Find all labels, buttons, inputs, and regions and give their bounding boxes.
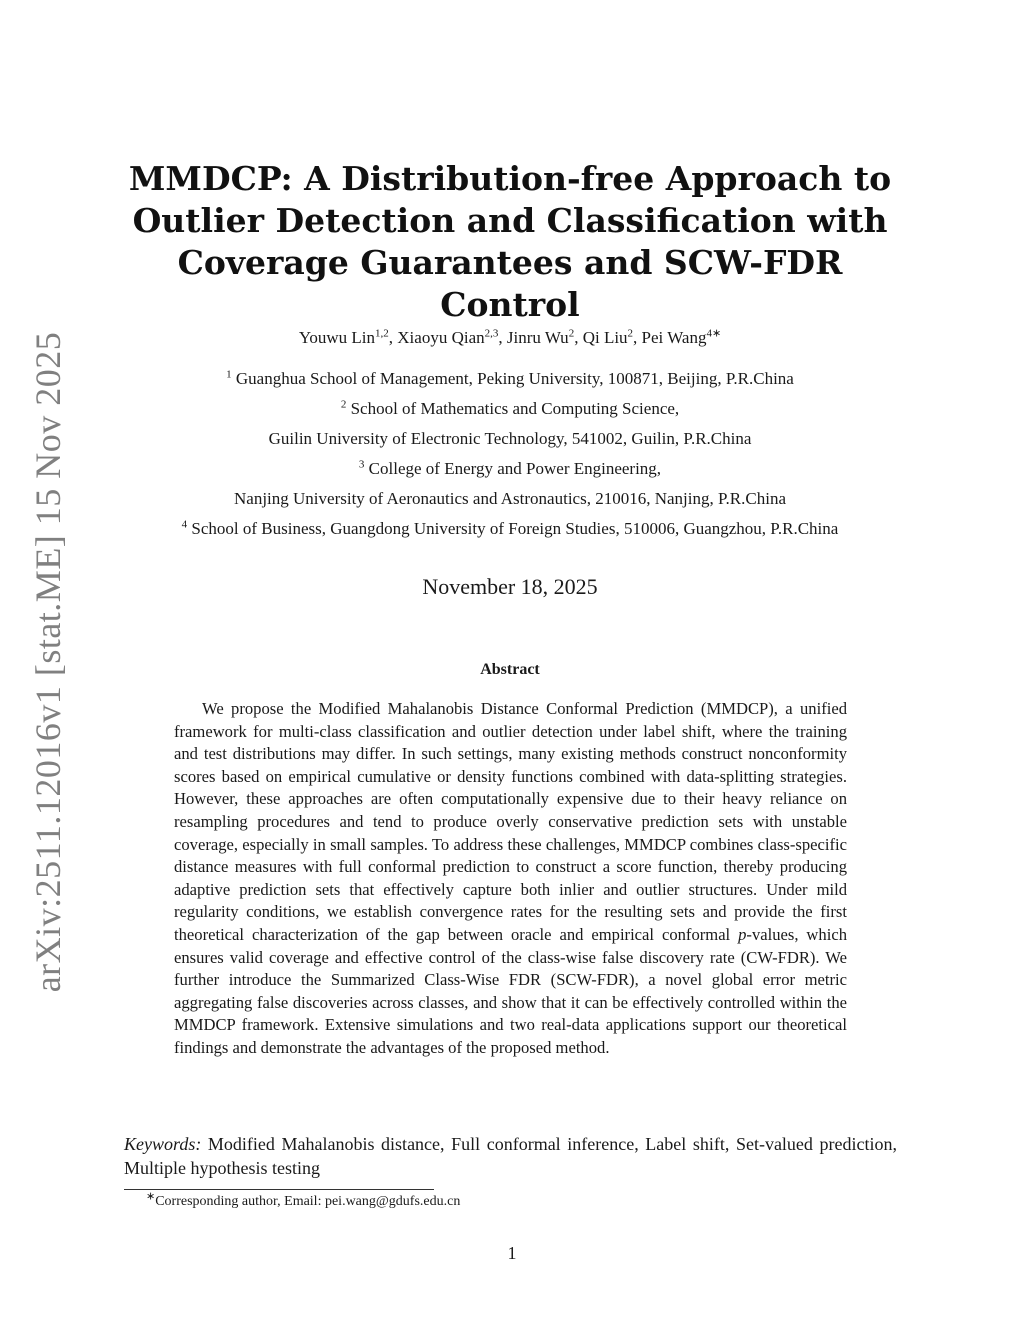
author-affiliation-mark: 2 xyxy=(627,327,634,340)
author-name: Youwu Lin xyxy=(298,328,376,347)
footnote-text: Corresponding author, Email: pei.wang@gdufs.edu.cn xyxy=(155,1194,461,1209)
affiliation-line xyxy=(60,519,960,539)
title-line: Outlier Detection and Classification with xyxy=(132,201,888,240)
author-name: Jinru Wu xyxy=(506,328,569,347)
affiliation-text: Guanghua School of Management, Peking University, 100871, Beijing, P.R.China xyxy=(235,369,794,388)
author-name: Qi Liu xyxy=(582,328,628,347)
affiliation-number: 2 xyxy=(340,398,347,411)
affiliation-number: 4 xyxy=(181,518,188,531)
title-line: MMDCP: A Distribution-free Approach to xyxy=(128,159,892,198)
affiliation-line xyxy=(60,369,960,389)
affiliation-text: Nanjing University of Aeronautics and Astronautics, 210016, Nanjing, P.R.China xyxy=(234,489,786,508)
author-affiliation-mark: 2 xyxy=(568,327,575,340)
footnote-divider xyxy=(124,1189,434,1190)
abstract-heading: Abstract xyxy=(480,661,540,678)
abstract-text: We propose the Modified Mahalanobis Distance Conformal Prediction (MMDCP), a unified framework for multi-class classification and outlier detection under label shift, where the training and test distributions may differ. In such settings, many existing methods construct nonconformity scores based on empirical cumulative or density functions combined with data-splitting strategies. However, these approaches are often computationally expensive due to their heavy reliance on resampling procedures and tend to produce overly conservative prediction sets with unstable coverage, especially in small samples. To address these challenges, MMDCP combines class-specific distance measures with full conformal prediction to construct a score function, thereby producing adaptive prediction sets that effectively capture both inlier and outlier structures. Under mild regularity conditions, we establish convergence rates for the resulting sets and provide the first theoretical characterization of the gap between oracle and empirical conformal xyxy=(174,699,847,944)
page-number: 1 xyxy=(507,1243,517,1263)
affiliation-text: School of Mathematics and Computing Science, xyxy=(350,399,680,418)
affiliation-line xyxy=(60,429,960,449)
p-value-symbol: p xyxy=(738,924,747,944)
title-line: Coverage Guarantees and SCW-FDR Control xyxy=(177,243,843,324)
footnote xyxy=(146,1190,461,1210)
affiliation-text: School of Business, Guangdong University of Foreign Studies, 510006, Guangzhou, P.R.China xyxy=(191,519,839,538)
affiliation-line xyxy=(60,489,960,509)
abstract-text: -values, which ensures valid coverage and effective control of the class-wise false discovery rate (CW-FDR). We further introduce the Summarized Class-Wise FDR (SCW-FDR), a novel global error metric aggregating false discoveries across classes, and show that it can be effectively controlled within the MMDCP framework. Extensive simulations and two real-data applications support our theoretical findings and demonstrate the advantages of the proposed method. xyxy=(174,924,847,1057)
affiliation-line xyxy=(60,399,960,419)
publication-date: November 18, 2025 xyxy=(422,574,598,599)
paper-title xyxy=(110,158,910,326)
author-affiliation-mark: 1,2 xyxy=(375,327,389,340)
abstract-body xyxy=(174,698,847,1060)
affiliation-number: 3 xyxy=(358,458,365,471)
affiliation-text: Guilin University of Electronic Technology, 541002, Guilin, P.R.China xyxy=(268,429,752,448)
author-name: Pei Wang xyxy=(641,328,707,347)
affiliation-line xyxy=(60,459,960,479)
keywords-label: Keywords: xyxy=(124,1134,202,1154)
affiliation-number: 1 xyxy=(226,368,232,381)
arxiv-identifier-stamp: arXiv:2511.12016v1 [stat.ME] 15 Nov 2025 xyxy=(28,331,68,993)
author-list: Youwu Lin$^{1,2}$, Xiaoyu Qian$^{2,3}$, Jinru Wu$^2$, Qi Liu$^2$, Pei Wang$^{4∗}$ xyxy=(298,327,722,347)
affiliation-text: College of Energy and Power Engineering, xyxy=(368,459,662,478)
keywords xyxy=(124,1132,897,1180)
author-affiliation-mark: 4∗ xyxy=(706,327,722,340)
keywords-text: Modified Mahalanobis distance, Full conformal inference, Label shift, Set-valued prediction, Multiple hypothesis testing xyxy=(124,1134,897,1178)
author-name: Xiaoyu Qian xyxy=(397,328,485,347)
footnote-mark: ∗ xyxy=(146,1190,156,1203)
author-affiliation-mark: 2,3 xyxy=(484,327,499,340)
